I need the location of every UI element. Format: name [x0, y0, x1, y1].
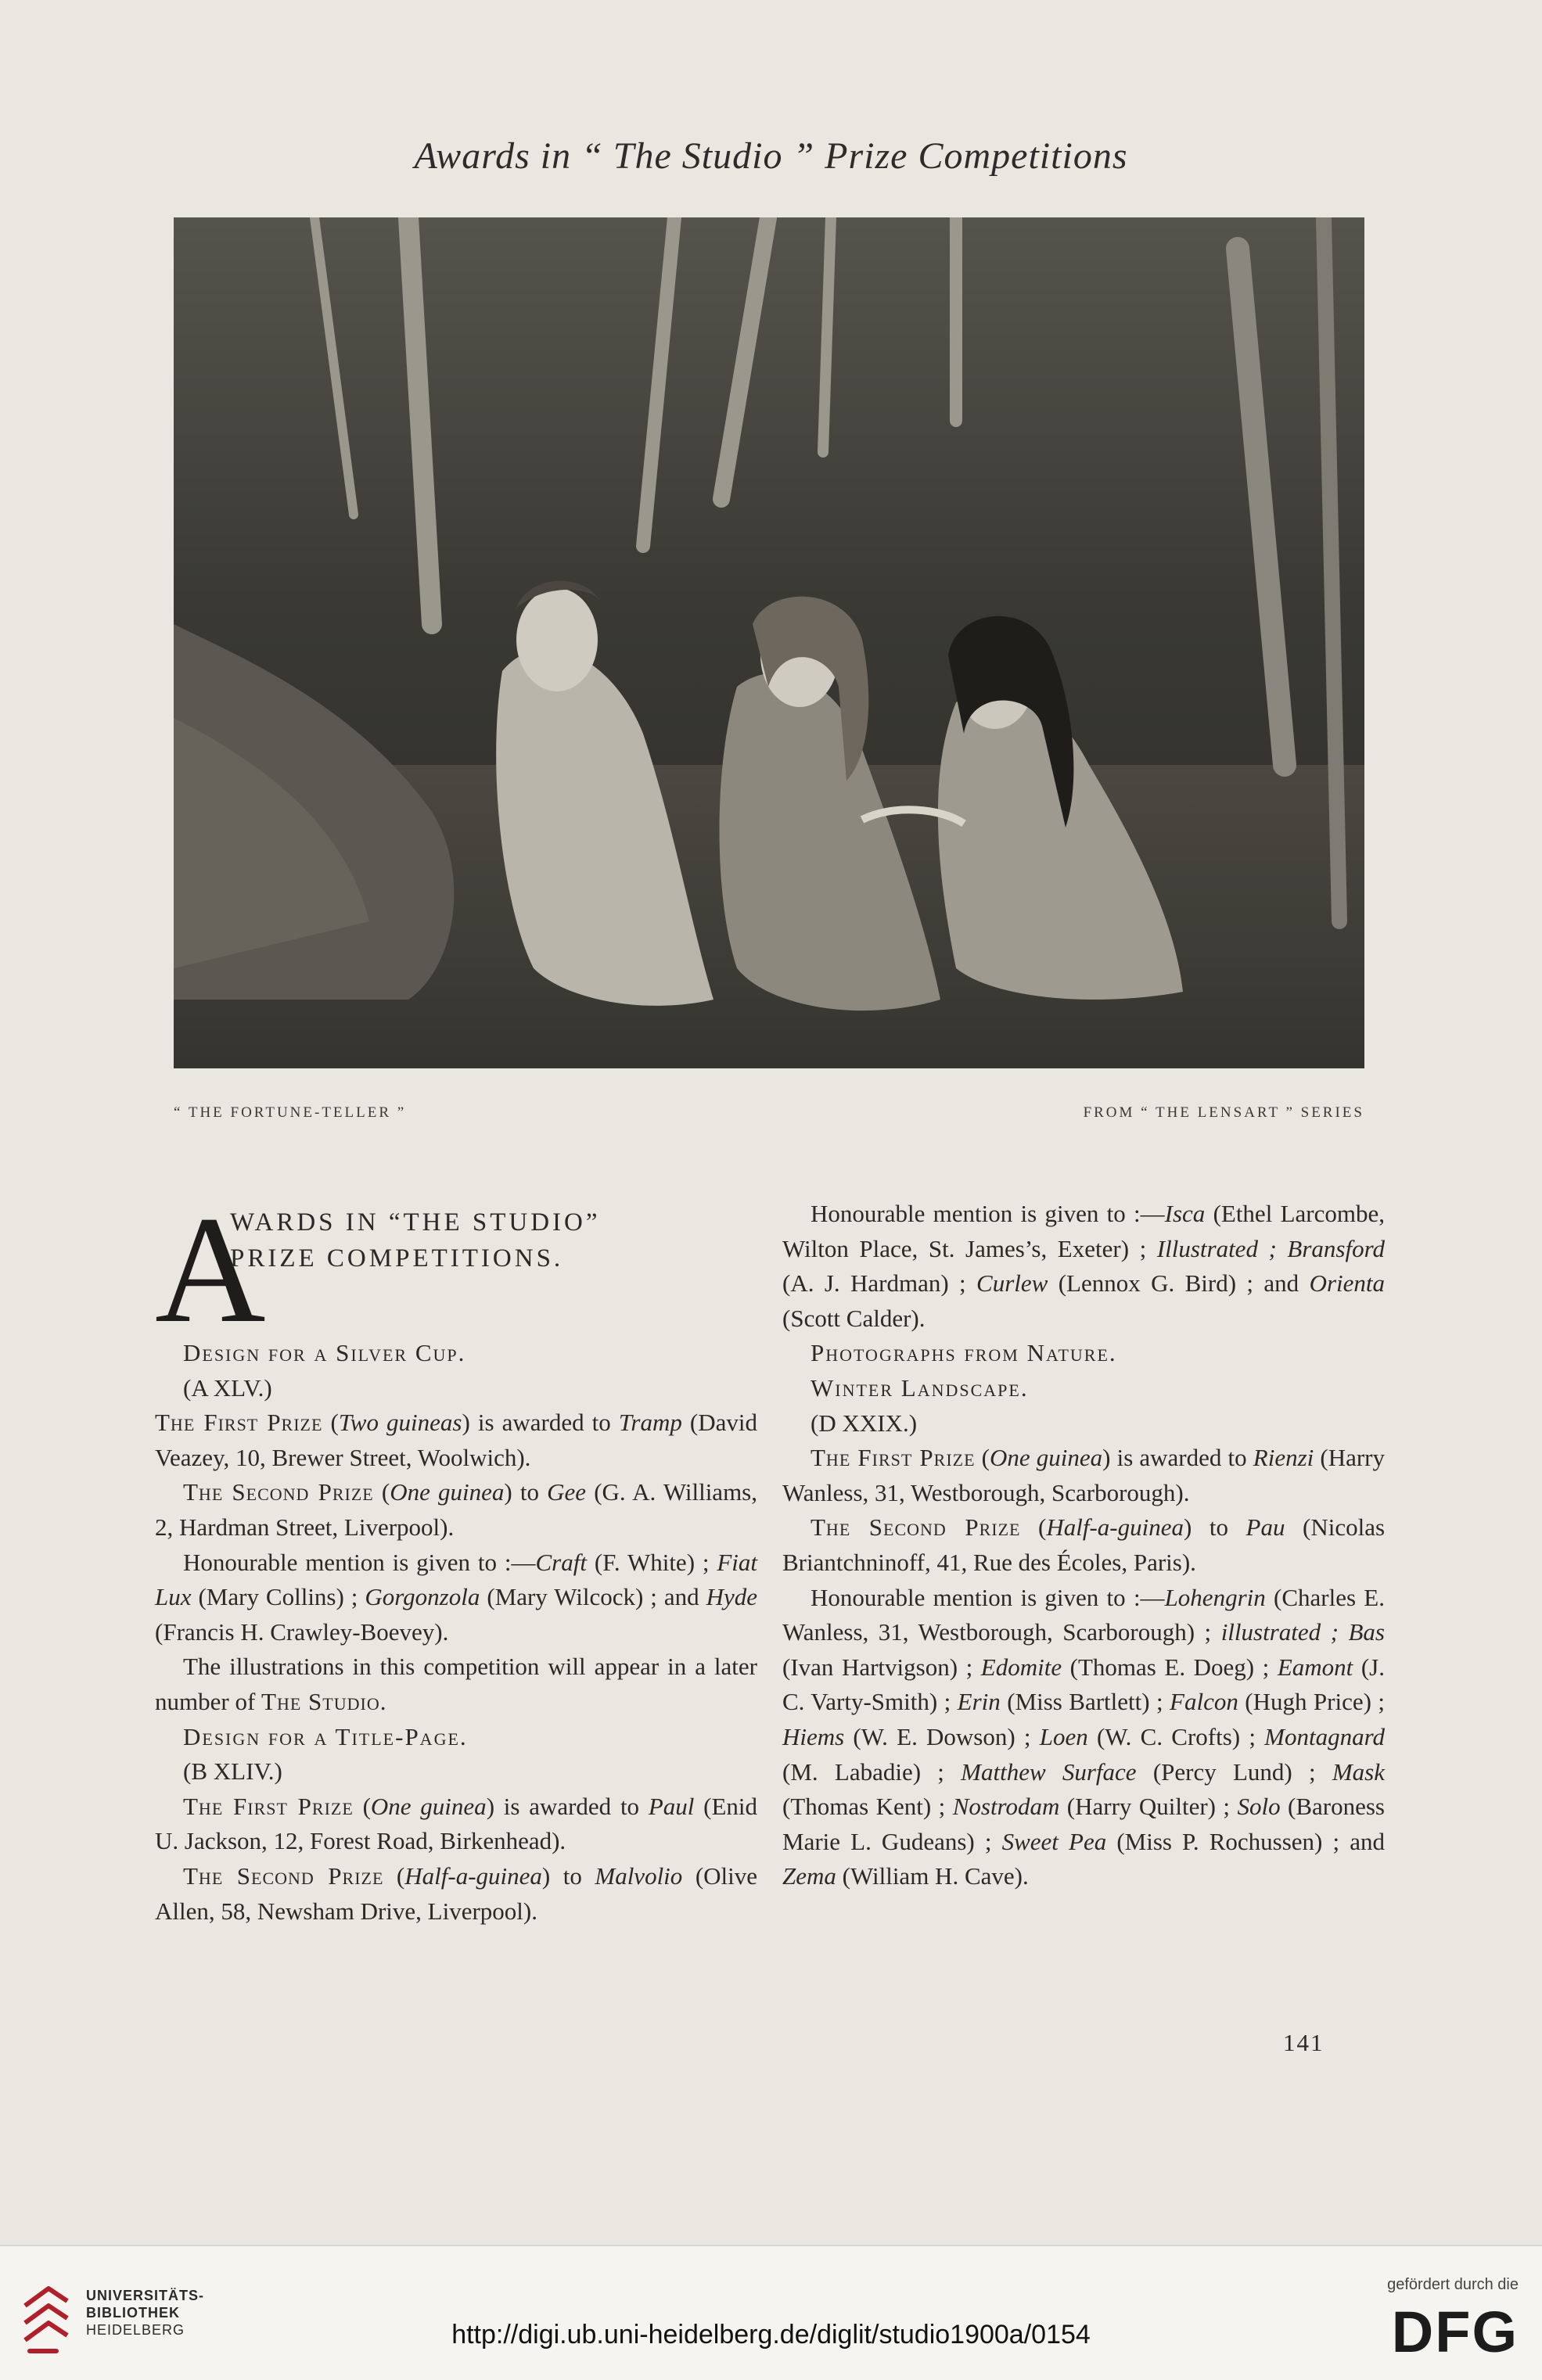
section-b-code: (B XLIV.): [183, 1757, 282, 1786]
section-a-title: Design for a Silver Cup.: [183, 1339, 466, 1366]
section-a-code: (A XLV.): [183, 1373, 272, 1402]
section-b-first-prize: The First Prize (One guinea) is awarded to Paul (Enid U. Jackson, 12, Forest Road, Birkenhead).: [155, 1792, 758, 1855]
running-title: Awards in “ The Studio ” Prize Competitions: [414, 135, 1128, 177]
photograph-fortune-teller: [174, 217, 1364, 1068]
dfg-logo-icon: DFG: [1391, 2299, 1519, 2364]
page-number: 141: [1283, 2029, 1325, 2056]
section-d-code: (D XXIX.): [811, 1409, 918, 1437]
section-d-honourable-mention: Honourable mention is given to :—Lohengrin (Charles E. Wanless, 31, Westborough, Scarborough) ; illustrated ; Bas (Ivan Hartvigson) ; Edomite (Thomas E. Doeg) ; Eamont (J. C. Varty-Smith) ; Erin (Miss Bartlett) ; Falcon (Hugh Price) ; Hiems (W. E. Dowson) ; Loen (W. C. Crofts) ; Montagnard (M. Labadie) ; Matthew Surface (Percy Lund) ; Mask (Thomas Kent) ; Nostrodam (Harry Quilter) ; Solo (Baroness Marie L. Gudeans) ; Sweet Pea (Miss P. Rochussen) ; and Zema (William H. Cave).: [782, 1583, 1385, 1890]
library-name: UNIVERSITÄTS- BIBLIOTHEK HEIDELBERG: [86, 2288, 205, 2338]
section-a-honourable-mention: Honourable mention is given to :—Craft (F. White) ; Fiat Lux (Mary Collins) ; Gorgonzola (Mary Wilcock) ; and Hyde (Francis H. Crawley-Boevey).: [155, 1548, 758, 1646]
section-b-honourable-mention: Honourable mention is given to :—Isca (Ethel Larcombe, Wilton Place, St. James’s, Exeter) ; Illustrated ; Bransford (A. J. Hardman) ; Curlew (Lennox G. Bird) ; and Orienta (Scott Calder).: [782, 1200, 1385, 1332]
section-a-note: The illustrations in this competition will appear in a later number of The Studio.: [155, 1653, 757, 1715]
section-a-first-prize: The First Prize (Two guineas) is awarded to Tramp (David Veazey, 10, Brewer Street, Woolwich).: [155, 1409, 758, 1471]
heading-line-1: WARDS IN “THE STUDIO”: [230, 1208, 601, 1237]
sponsor-caption: gefördert durch die: [1387, 2276, 1519, 2293]
photograph-image: [174, 217, 1364, 1068]
photo-caption-title: “ THE FORTUNE-TELLER ”: [174, 1104, 407, 1121]
right-column: [782, 1197, 1385, 1894]
section-d-second-prize: The Second Prize (Half-a-guinea) to Pau (Nicolas Briantchninoff, 41, Rue des Écoles, Paris).: [782, 1513, 1386, 1576]
source-url[interactable]: http://digi.ub.uni-heidelberg.de/diglit/studio1900a/0154: [451, 2320, 1091, 2349]
section-b-second-prize: The Second Prize (Half-a-guinea) to Malvolio (Olive Allen, 58, Newsham Drive, Liverpool).: [155, 1861, 758, 1925]
left-column: [155, 1185, 758, 1929]
drop-cap: A: [155, 1185, 266, 1355]
section-d-first-prize: The First Prize (One guinea) is awarded to Rienzi (Harry Wanless, 31, Westborough, Scarborough).: [782, 1444, 1386, 1506]
section-a-second-prize: The Second Prize (One guinea) to Gee (G. A. Williams, 2, Hardman Street, Liverpool).: [155, 1478, 757, 1541]
section-b-title: Design for a Title-Page.: [183, 1722, 468, 1750]
section-d-title: Photographs from Nature.: [811, 1339, 1117, 1367]
photo-caption-series: FROM “ THE LENSART ” SERIES: [1083, 1104, 1364, 1121]
section-d-subtitle: Winter Landscape.: [811, 1373, 1029, 1402]
heading-line-2: PRIZE COMPETITIONS.: [230, 1244, 564, 1273]
footer-bar: [0, 2245, 1542, 2380]
